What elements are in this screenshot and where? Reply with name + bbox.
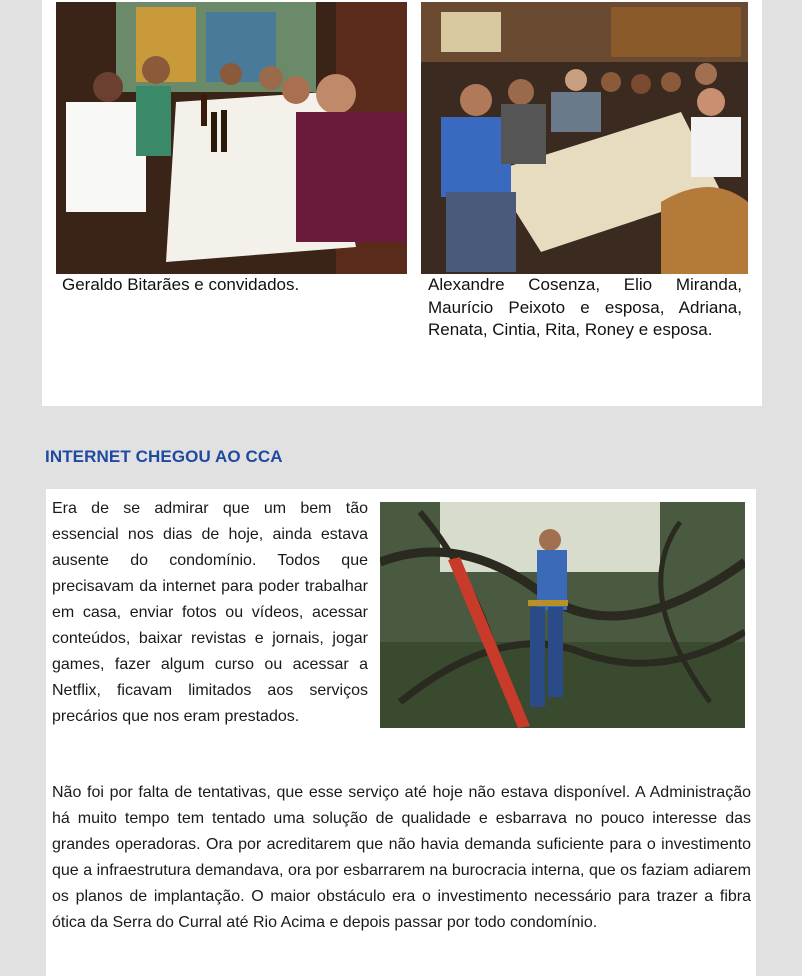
gallery-photo-1 — [56, 2, 407, 274]
article-paragraph-2: Não foi por falta de tentativas, que esse serviço até hoje não estava disponível. A Administração há muito tempo tem tentado uma solução de qualidade e esbarrava no pouco interesse das grandes operadoras. Ora por acreditarem que não havia demanda suficiente para o investimento que a infraestrutura demandava, ora por esbarrarem na burocracia interna, que os faziam adiarem os planos de implantação. O maior obstáculo era o investimento necessário para trazer a fibra ótica da Serra do Curral até Rio Acima e depois passar por todo condomínio. — [52, 784, 751, 931]
gallery-photo-2 — [421, 2, 748, 274]
article-photo — [380, 502, 745, 728]
gallery-caption-1: Geraldo Bitarães e convidados. — [62, 275, 300, 294]
article-paragraph-1: Era de se admirar que um bem tão essencial nos dias de hoje, ainda estava ausente do condomínio. Todos que precisavam da internet para poder trabalhar em casa, enviar fotos ou vídeos, acessar conteúdos, baixar revistas e jornais, jogar games, fazer algum curso ou acessar a Netflix, ficavam limitados aos serviços precários que nos eram prestados. — [52, 500, 368, 725]
section-title: INTERNET CHEGOU AO CCA — [45, 447, 283, 466]
gallery-caption-2: Alexandre Cosenza, Elio Miranda, Maurício Peixoto e esposa, Adriana, Renata, Cintia, Rita, Roney e esposa. — [428, 275, 742, 339]
